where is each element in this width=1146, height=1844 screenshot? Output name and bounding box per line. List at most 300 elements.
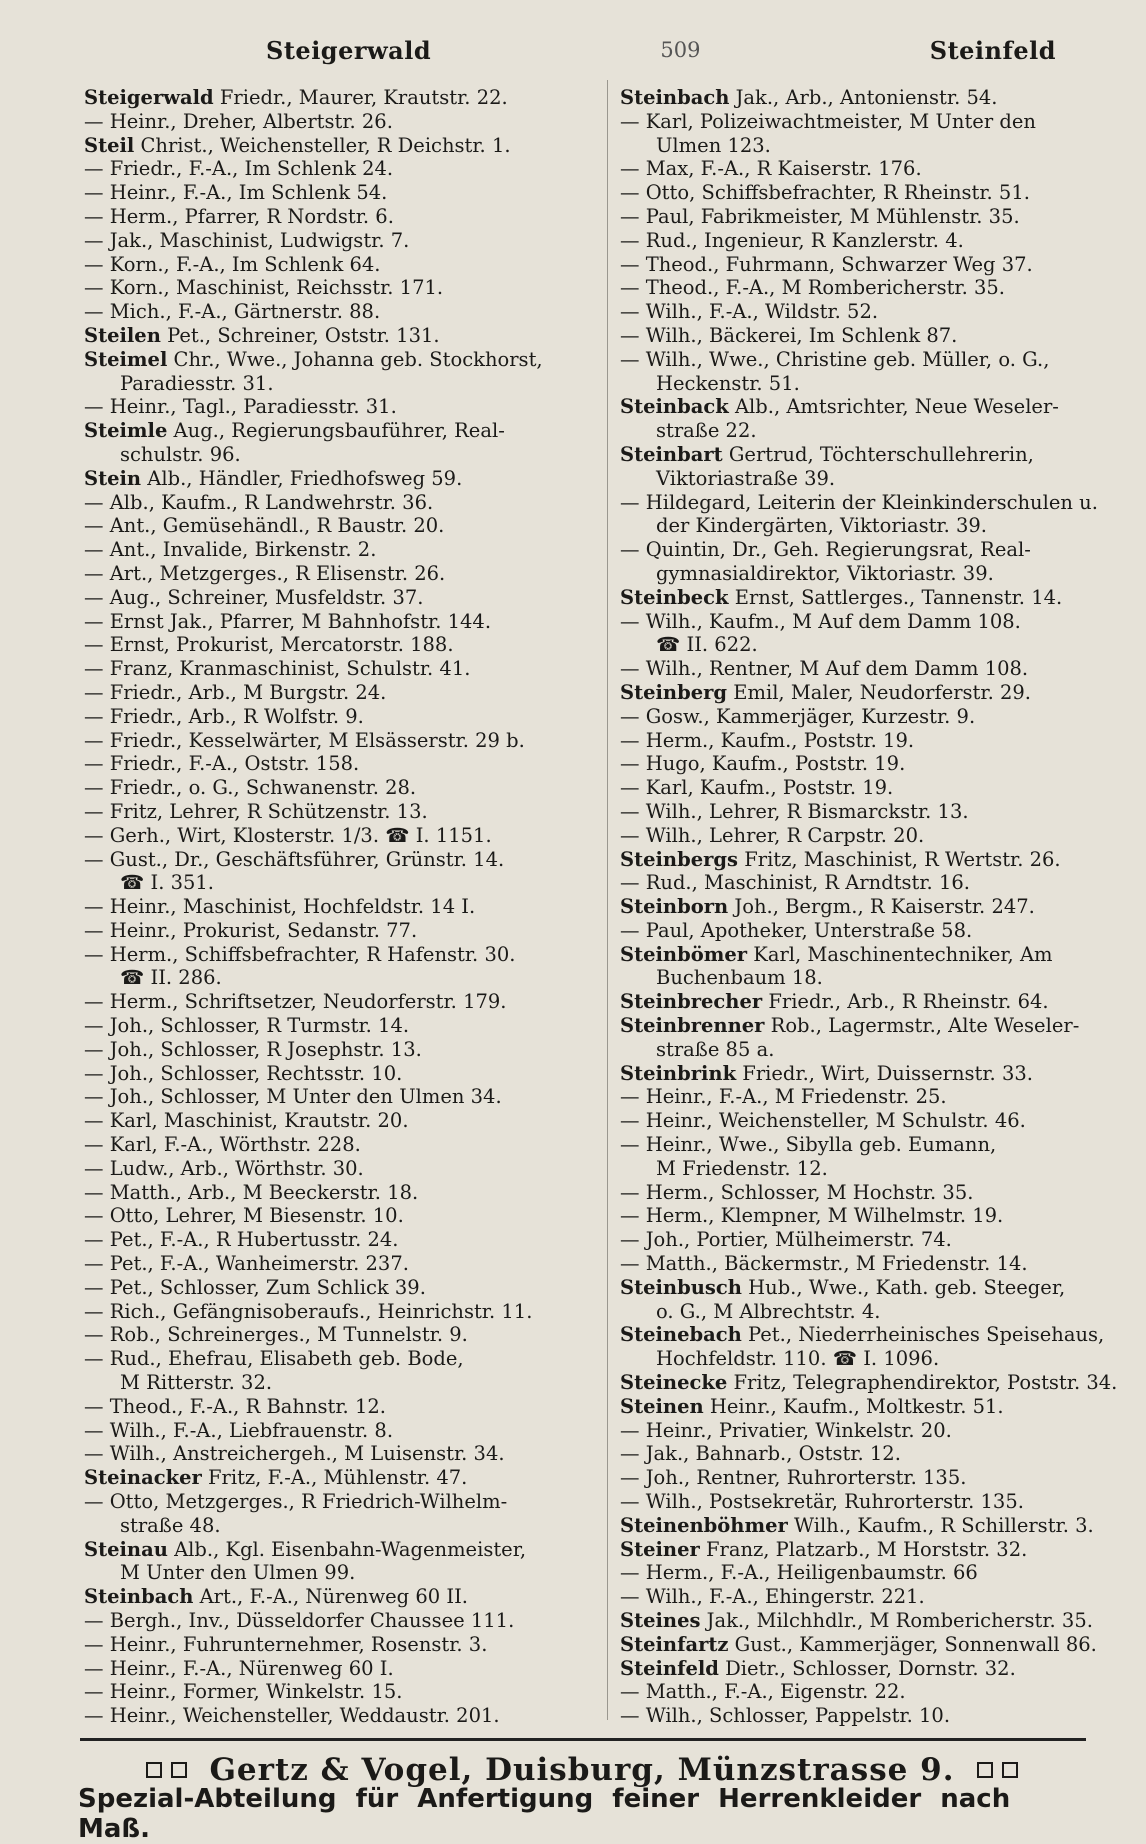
entry-text: Chr., Wwe., Johanna geb. Stockhorst,: [167, 347, 543, 371]
entry-text: — Wilh., Kaufm., M Auf dem Damm 108.: [620, 609, 1021, 633]
entry-text: Jak., Milchhdlr., M Rombericherstr. 35.: [700, 1609, 1093, 1632]
directory-entry: [620, 1371, 1126, 1395]
directory-entry: [620, 1609, 1126, 1633]
directory-entry: [620, 1633, 1126, 1657]
entry-text: — Joh., Schlosser, R Turmstr. 14.: [84, 1014, 410, 1038]
entry-text: ☎ I. 351.: [120, 871, 215, 895]
directory-entry: [620, 276, 1126, 300]
entry-surname: Steinbömer: [620, 942, 748, 966]
directory-entry: [84, 752, 594, 776]
directory-entry: [620, 1680, 1126, 1704]
directory-entry: [84, 1585, 594, 1609]
entry-surname: Steinbach: [620, 86, 730, 109]
directory-entry: [620, 419, 1126, 443]
directory-entry: [620, 1323, 1126, 1347]
entry-surname: Steinebach: [620, 1323, 742, 1347]
directory-entry: [84, 1633, 594, 1657]
entry-text: — Karl, Maschinist, Krautstr. 20.: [84, 1109, 409, 1133]
directory-entry: [84, 276, 594, 300]
directory-entry: [620, 443, 1126, 467]
entry-text: — Paul, Fabrikmeister, M Mühlenstr. 35.: [620, 204, 1020, 228]
left-column: [84, 86, 594, 1728]
entry-surname: Stein: [84, 466, 142, 490]
entry-text: — Joh., Portier, Mülheimerstr. 74.: [620, 1228, 952, 1252]
entry-text: Christ., Weichensteller, R Deichstr. 1.: [134, 133, 511, 157]
entry-text: — Wilh., F.-A., Ehingerstr. 221.: [620, 1585, 925, 1609]
entry-text: straße 85 a.: [656, 1037, 775, 1061]
entry-text: — Herm., Klempner, M Wilhelmstr. 19.: [620, 1204, 1004, 1228]
directory-entry: [84, 1181, 594, 1205]
entry-text: — Fritz, Lehrer, R Schützenstr. 13.: [84, 799, 428, 823]
directory-entry: [620, 1347, 1126, 1371]
entry-text: — Heinr., Prokurist, Sedanstr. 77.: [84, 918, 418, 942]
directory-entry: [620, 1085, 1126, 1109]
directory-entry: [620, 729, 1126, 753]
column-divider: [607, 80, 608, 1720]
directory-entry: [84, 86, 594, 110]
directory-entry: [84, 538, 594, 562]
running-head-right: Steinfeld: [929, 35, 1056, 65]
directory-entry: [84, 514, 594, 538]
entry-surname: Steinen: [620, 1394, 704, 1418]
directory-entry: [84, 1466, 594, 1490]
directory-entry: [620, 562, 1126, 586]
directory-entry: [620, 1657, 1126, 1681]
directory-entry: [620, 253, 1126, 277]
entry-text: — Wilh., Postsekretär, Ruhrorterstr. 135.: [620, 1490, 1024, 1514]
directory-entry: [620, 491, 1126, 515]
entry-text: Fritz, Telegraphendirektor, Poststr. 34.: [727, 1371, 1118, 1395]
directory-entry: [84, 657, 594, 681]
entry-text: — Friedr., F.-A., Im Schlenk 24.: [84, 157, 394, 181]
entry-text: — Pet., F.-A., R Hubertusstr. 24.: [84, 1228, 399, 1252]
entry-text: — Heinr., Dreher, Albertstr. 26.: [84, 109, 393, 133]
entry-text: schulstr. 96.: [120, 442, 241, 466]
entry-text: der Kindergärten, Viktoriastr. 39.: [656, 514, 987, 538]
directory-entry: [620, 514, 1126, 538]
entry-text: — Friedr., Arb., R Wolfstr. 9.: [84, 704, 364, 728]
entry-surname: Steinfeld: [620, 1656, 719, 1680]
directory-entry: [620, 1442, 1126, 1466]
entry-text: Heckenstr. 51.: [656, 371, 800, 395]
entry-text: ☎ II. 622.: [656, 633, 758, 657]
entry-text: — Herm., Pfarrer, R Nordstr. 6.: [84, 204, 394, 228]
entry-text: — Bergh., Inv., Düsseldorfer Chaussee 111.: [84, 1609, 515, 1632]
directory-entry: [620, 1133, 1126, 1157]
entry-text: — Wilh., Schlosser, Pappelstr. 10.: [620, 1704, 951, 1728]
directory-entry: [84, 1085, 594, 1109]
entry-text: — Mich., F.-A., Gärtnerstr. 88.: [84, 300, 381, 324]
directory-entry: [620, 1538, 1126, 1562]
entry-surname: Steinbach: [84, 1585, 194, 1609]
directory-entry: [84, 1514, 594, 1538]
entry-text: — Wilh., Anstreichergeh., M Luisenstr. 34.: [84, 1442, 505, 1466]
entry-text: — Jak., Bahnarb., Oststr. 12.: [620, 1442, 901, 1466]
directory-entry: [84, 110, 594, 134]
entry-text: — Heinr., F.-A., M Friedenstr. 25.: [620, 1085, 947, 1109]
directory-entry: [84, 1252, 594, 1276]
entry-text: — Rud., Maschinist, R Arndtstr. 16.: [620, 871, 970, 895]
directory-entry: [620, 1561, 1126, 1585]
directory-entry: [620, 610, 1126, 634]
entry-text: Buchenbaum 18.: [656, 966, 823, 990]
entry-surname: Steinbeck: [620, 585, 729, 609]
directory-entry: [620, 1466, 1126, 1490]
entry-text: — Rud., Ehefrau, Elisabeth geb. Bode,: [84, 1347, 464, 1371]
entry-surname: Steinbart: [620, 442, 723, 466]
entry-text: — Ernst Jak., Pfarrer, M Bahnhofstr. 144.: [84, 609, 492, 633]
directory-entry: [84, 1371, 594, 1395]
directory-entry: [84, 610, 594, 634]
entry-text: — Matth., Bäckermstr., M Friedenstr. 14.: [620, 1252, 1028, 1276]
directory-entry: [84, 1347, 594, 1371]
entry-text: — Wilh., Rentner, M Auf dem Damm 108.: [620, 657, 1029, 681]
directory-entry: [84, 157, 594, 181]
directory-entry: [84, 729, 594, 753]
entry-text: gymnasialdirektor, Viktoriastr. 39.: [656, 561, 994, 585]
entry-surname: Steinbrecher: [620, 990, 763, 1014]
entry-text: — Herm., Schlosser, M Hochstr. 35.: [620, 1180, 974, 1204]
entry-text: Hochfeldstr. 110. ☎ I. 1096.: [656, 1347, 940, 1371]
entry-text: — Joh., Schlosser, Rechtsstr. 10.: [84, 1061, 403, 1085]
entry-text: — Pet., F.-A., Wanheimerstr. 237.: [84, 1252, 409, 1276]
directory-entry: [620, 1109, 1126, 1133]
entry-surname: Steinborn: [620, 895, 729, 919]
entry-text: Fritz, F.-A., Mühlenstr. 47.: [201, 1466, 468, 1490]
entry-text: — Karl, Kaufm., Poststr. 19.: [620, 776, 894, 800]
footer-rule: [80, 1738, 1086, 1741]
entry-surname: Steimel: [84, 347, 168, 371]
entry-text: — Heinr., Privatier, Winkelstr. 20.: [620, 1418, 952, 1442]
directory-entry: [620, 1252, 1126, 1276]
entry-text: Karl, Maschinentechniker, Am: [747, 942, 1053, 966]
entry-text: — Franz, Kranmaschinist, Schulstr. 41.: [84, 657, 471, 681]
directory-entry: [84, 1014, 594, 1038]
directory-entry: [84, 1561, 594, 1585]
directory-entry: [84, 848, 594, 872]
entry-text: — Otto, Lehrer, M Biesenstr. 10.: [84, 1204, 404, 1228]
directory-entry: [620, 110, 1126, 134]
directory-entry: [620, 1395, 1126, 1419]
directory-entry: [84, 1395, 594, 1419]
directory-entry: [620, 229, 1126, 253]
entry-text: — Heinr., Tagl., Paradiesstr. 31.: [84, 395, 397, 419]
entry-surname: Steimle: [84, 419, 168, 443]
entry-text: — Joh., Schlosser, R Josephstr. 13.: [84, 1037, 422, 1061]
entry-text: Pet., Niederrheinisches Speisehaus,: [741, 1323, 1105, 1347]
directory-entry: [84, 1038, 594, 1062]
directory-entry: [84, 1490, 594, 1514]
directory-entry: [620, 1585, 1126, 1609]
entry-surname: Steinacker: [84, 1466, 202, 1490]
directory-entry: [84, 253, 594, 277]
directory-entry: [620, 586, 1126, 610]
entry-text: — Pet., Schlosser, Zum Schlick 39.: [84, 1275, 426, 1299]
entry-text: — Heinr., Fuhrunternehmer, Rosenstr. 3.: [84, 1632, 488, 1656]
ornament-left: [146, 1762, 187, 1778]
entry-text: M Friedenstr. 12.: [656, 1156, 828, 1180]
entry-text: Emil, Maler, Neudorferstr. 29.: [727, 680, 1031, 704]
entry-text: Aug., Regierungsbauführer, Real-: [167, 419, 505, 443]
directory-entry: [84, 1419, 594, 1443]
entry-text: — Gosw., Kammerjäger, Kurzestr. 9.: [620, 704, 976, 728]
directory-entry: [84, 633, 594, 657]
entry-text: — Friedr., Arb., M Burgstr. 24.: [84, 680, 387, 704]
entry-text: — Ant., Invalide, Birkenstr. 2.: [84, 538, 377, 562]
directory-entry: [620, 633, 1126, 657]
directory-entry: [84, 943, 594, 967]
entry-text: — Rud., Ingenieur, R Kanzlerstr. 4.: [620, 228, 964, 252]
entry-text: — Matth., F.-A., Eigenstr. 22.: [620, 1680, 906, 1704]
directory-entry: [84, 467, 594, 491]
ornament-right: [977, 1762, 1018, 1778]
entry-text: Art., F.-A., Nürenweg 60 II.: [193, 1585, 468, 1609]
directory-entry: [84, 1109, 594, 1133]
entry-text: — Karl, Polizeiwachtmeister, M Unter den: [620, 109, 1036, 133]
directory-entry: [620, 86, 1126, 110]
entry-text: — Joh., Rentner, Ruhrorterstr. 135.: [620, 1466, 967, 1490]
directory-entry: [620, 1490, 1126, 1514]
entry-text: — Wilh., Wwe., Christine geb. Müller, o. G.,: [620, 347, 1050, 371]
directory-entry: [84, 181, 594, 205]
entry-text: — Karl, F.-A., Wörthstr. 228.: [84, 1133, 361, 1157]
directory-entry: [84, 824, 594, 848]
directory-entry: [84, 800, 594, 824]
entry-text: — Rob., Schreinerges., M Tunnelstr. 9.: [84, 1323, 468, 1347]
entry-surname: Steilen: [84, 323, 161, 347]
directory-entry: [620, 824, 1126, 848]
directory-entry: [84, 1157, 594, 1181]
directory-entry: [620, 1062, 1126, 1086]
entry-text: — Heinr., Weichensteller, M Schulstr. 46.: [620, 1109, 1026, 1133]
directory-entry: [84, 491, 594, 515]
entry-text: — Gust., Dr., Geschäftsführer, Grünstr. 14.: [84, 847, 505, 871]
entry-text: — Wilh., Bäckerei, Im Schlenk 87.: [620, 323, 958, 347]
advert-line-2: Spezial-Abteilung für Anfertigung feiner Herrenkleider nach Maß.: [78, 1784, 1011, 1844]
entry-surname: Steinbrenner: [620, 1014, 765, 1038]
directory-entry: [620, 919, 1126, 943]
directory-entry: [84, 586, 594, 610]
directory-entry: [84, 443, 594, 467]
directory-entry: [620, 966, 1126, 990]
directory-entry: [620, 848, 1126, 872]
directory-entry: [620, 324, 1126, 348]
entry-text: — Paul, Apotheker, Unterstraße 58.: [620, 918, 973, 942]
entry-text: — Aug., Schreiner, Musfeldstr. 37.: [84, 585, 424, 609]
entry-text: ☎ II. 286.: [120, 966, 222, 990]
entry-surname: Steigerwald: [84, 86, 214, 109]
entry-text: — Wilh., Lehrer, R Bismarckstr. 13.: [620, 799, 969, 823]
directory-entry: [620, 467, 1126, 491]
entry-text: Fritz, Maschinist, R Wertstr. 26.: [738, 847, 1061, 871]
entry-text: — Matth., Arb., M Beeckerstr. 18.: [84, 1180, 419, 1204]
entry-surname: Steinfartz: [620, 1632, 729, 1656]
directory-entry: [84, 348, 594, 372]
directory-entry: [84, 419, 594, 443]
directory-entry: [84, 871, 594, 895]
entry-text: Viktoriastraße 39.: [656, 466, 836, 490]
directory-entry: [620, 895, 1126, 919]
entry-text: — Ant., Gemüsehändl., R Baustr. 20.: [84, 514, 445, 538]
entry-surname: Steinback: [620, 395, 729, 419]
directory-entry: [620, 181, 1126, 205]
entry-surname: Steinbergs: [620, 847, 739, 871]
directory-entry: [84, 1133, 594, 1157]
entry-text: o. G., M Albrechtstr. 4.: [656, 1299, 881, 1323]
directory-entry: [84, 895, 594, 919]
directory-entry: [620, 752, 1126, 776]
entry-surname: Steinecke: [620, 1371, 728, 1395]
entry-text: — Heinr., Maschinist, Hochfeldstr. 14 I.: [84, 895, 476, 919]
entry-text: Franz, Platzarb., M Horststr. 32.: [699, 1537, 1028, 1561]
entry-text: — Otto, Metzgerges., R Friedrich-Wilhelm-: [84, 1490, 508, 1514]
entry-text: — Wilh., F.-A., Wildstr. 52.: [620, 300, 879, 324]
entry-text: straße 22.: [656, 419, 757, 443]
entry-text: — Heinr., Former, Winkelstr. 15.: [84, 1680, 403, 1704]
entry-text: Gust., Kammerjäger, Sonnenwall 86.: [728, 1632, 1097, 1656]
directory-entry: [84, 1323, 594, 1347]
entry-text: Pet., Schreiner, Oststr. 131.: [160, 323, 440, 347]
entry-text: Friedr., Maurer, Krautstr. 22.: [213, 86, 508, 109]
entry-text: — Joh., Schlosser, M Unter den Ulmen 34.: [84, 1085, 502, 1109]
directory-entry: [620, 681, 1126, 705]
directory-entry: [620, 943, 1126, 967]
directory-entry: [620, 538, 1126, 562]
directory-entry: [620, 1276, 1126, 1300]
page-header: [78, 32, 1086, 68]
entry-text: Hub., Wwe., Kath. geb. Steeger,: [741, 1275, 1066, 1299]
entry-surname: Steinberg: [620, 680, 728, 704]
directory-entry: [84, 776, 594, 800]
directory-entry: [620, 372, 1126, 396]
entry-text: M Ritterstr. 32.: [120, 1371, 273, 1395]
entry-text: Dietr., Schlosser, Dornstr. 32.: [718, 1656, 1016, 1680]
entry-text: — Herm., Kaufm., Poststr. 19.: [620, 728, 915, 752]
directory-entry: [84, 229, 594, 253]
entry-text: — Friedr., F.-A., Oststr. 158.: [84, 752, 360, 776]
entry-text: Alb., Kgl. Eisenbahn-Wagenmeister,: [167, 1537, 527, 1561]
directory-entry: [84, 990, 594, 1014]
directory-entry: [84, 1609, 594, 1633]
entry-text: — Herm., Schiffsbefrachter, R Hafenstr. 30.: [84, 942, 516, 966]
entry-text: — Hildegard, Leiterin der Kleinkinderschulen u.: [620, 490, 1098, 514]
entry-surname: Steinbrink: [620, 1061, 737, 1085]
entry-text: Rob., Lagermstr., Alte Weseler-: [764, 1014, 1080, 1038]
entry-text: — Jak., Maschinist, Ludwigstr. 7.: [84, 228, 410, 252]
directory-entry: [620, 657, 1126, 681]
directory-entry: [620, 1419, 1126, 1443]
entry-text: — Theod., F.-A., R Bahnstr. 12.: [84, 1394, 386, 1418]
entry-text: — Max, F.-A., R Kaiserstr. 176.: [620, 157, 922, 181]
directory-entry: [84, 966, 594, 990]
entry-surname: Steinau: [84, 1537, 168, 1561]
directory-entry: [620, 1204, 1126, 1228]
entry-text: — Wilh., Lehrer, R Carpstr. 20.: [620, 823, 925, 847]
entry-text: — Gerh., Wirt, Klosterstr. 1/3. ☎ I. 1151.: [84, 823, 492, 847]
directory-entry: [84, 1204, 594, 1228]
directory-entry: [84, 1228, 594, 1252]
directory-entry: [84, 1300, 594, 1324]
directory-entry: [84, 1062, 594, 1086]
entry-text: — Herm., Schriftsetzer, Neudorferstr. 179.: [84, 990, 507, 1014]
page-number: 509: [660, 38, 701, 62]
entry-text: Heinr., Kaufm., Moltkestr. 51.: [703, 1394, 1004, 1418]
running-head-left: Steigerwald: [266, 35, 432, 65]
directory-entry: [620, 300, 1126, 324]
entry-text: — Art., Metzgerges., R Elisenstr. 26.: [84, 561, 446, 585]
directory-entry: [620, 395, 1126, 419]
entry-text: Jak., Arb., Antonienstr. 54.: [729, 86, 998, 109]
directory-entry: [84, 372, 594, 396]
directory-entry: [620, 205, 1126, 229]
entry-surname: Steiner: [620, 1537, 700, 1561]
directory-entry: [620, 800, 1126, 824]
directory-entry: [84, 395, 594, 419]
entry-text: — Friedr., o. G., Schwanenstr. 28.: [84, 776, 417, 800]
directory-entry: [84, 562, 594, 586]
directory-entry: [620, 705, 1126, 729]
entry-surname: Steinbusch: [620, 1275, 742, 1299]
entry-text: — Theod., Fuhrmann, Schwarzer Weg 37.: [620, 252, 1033, 276]
entry-text: Ernst, Sattlerges., Tannenstr. 14.: [728, 585, 1063, 609]
directory-entry: [620, 1038, 1126, 1062]
directory-entry: [620, 1014, 1126, 1038]
directory-entry: [84, 134, 594, 158]
entry-text: straße 48.: [120, 1513, 221, 1537]
entry-text: — Heinr., Weichensteller, Weddaustr. 201.: [84, 1704, 500, 1728]
directory-entry: [620, 157, 1126, 181]
entry-text: — Korn., F.-A., Im Schlenk 64.: [84, 252, 381, 276]
entry-text: — Hugo, Kaufm., Poststr. 19.: [620, 752, 906, 776]
entry-text: — Heinr., F.-A., Im Schlenk 54.: [84, 181, 388, 205]
entry-surname: Steil: [84, 133, 135, 157]
directory-entry: [84, 1704, 594, 1728]
entry-text: Ulmen 123.: [656, 133, 771, 157]
directory-entry: [84, 1276, 594, 1300]
entry-text: Alb., Händler, Friedhofsweg 59.: [141, 466, 463, 490]
entry-text: — Wilh., F.-A., Liebfrauenstr. 8.: [84, 1418, 394, 1442]
directory-entry: [620, 1228, 1126, 1252]
directory-entry: [84, 300, 594, 324]
entry-text: — Theod., F.-A., M Rombericherstr. 35.: [620, 276, 1006, 300]
entry-text: — Otto, Schiffsbefrachter, R Rheinstr. 51.: [620, 181, 1030, 205]
entry-text: Alb., Amtsrichter, Neue Weseler-: [728, 395, 1059, 419]
entry-text: — Herm., F.-A., Heiligenbaumstr. 66: [620, 1561, 978, 1585]
directory-entry: [84, 681, 594, 705]
entry-text: — Ernst, Prokurist, Mercatorstr. 188.: [84, 633, 454, 657]
directory-entry: [620, 1157, 1126, 1181]
directory-entry: [620, 776, 1126, 800]
directory-entry: [84, 324, 594, 348]
entry-text: Friedr., Wirt, Duissernstr. 33.: [736, 1061, 1033, 1085]
entry-text: — Quintin, Dr., Geh. Regierungsrat, Real-: [620, 538, 1031, 562]
entry-text: Gertrud, Töchterschullehrerin,: [722, 442, 1034, 466]
directory-entry: [84, 1442, 594, 1466]
directory-entry: [84, 205, 594, 229]
directory-entry: [620, 348, 1126, 372]
entry-text: — Korn., Maschinist, Reichsstr. 171.: [84, 276, 444, 300]
right-column: [620, 86, 1126, 1728]
directory-entry: [84, 1538, 594, 1562]
directory-entry: [620, 134, 1126, 158]
directory-entry: [84, 1657, 594, 1681]
entry-text: Joh., Bergm., R Kaiserstr. 247.: [728, 895, 1035, 919]
advert-company: Gertz & Vogel, Duisburg, Münzstrasse 9.: [209, 1752, 955, 1788]
entry-text: — Rich., Gefängnisoberaufs., Heinrichstr. 11.: [84, 1299, 533, 1323]
directory-entry: [84, 1680, 594, 1704]
directory-entry: [620, 1514, 1126, 1538]
entry-text: M Unter den Ulmen 99.: [120, 1561, 356, 1585]
